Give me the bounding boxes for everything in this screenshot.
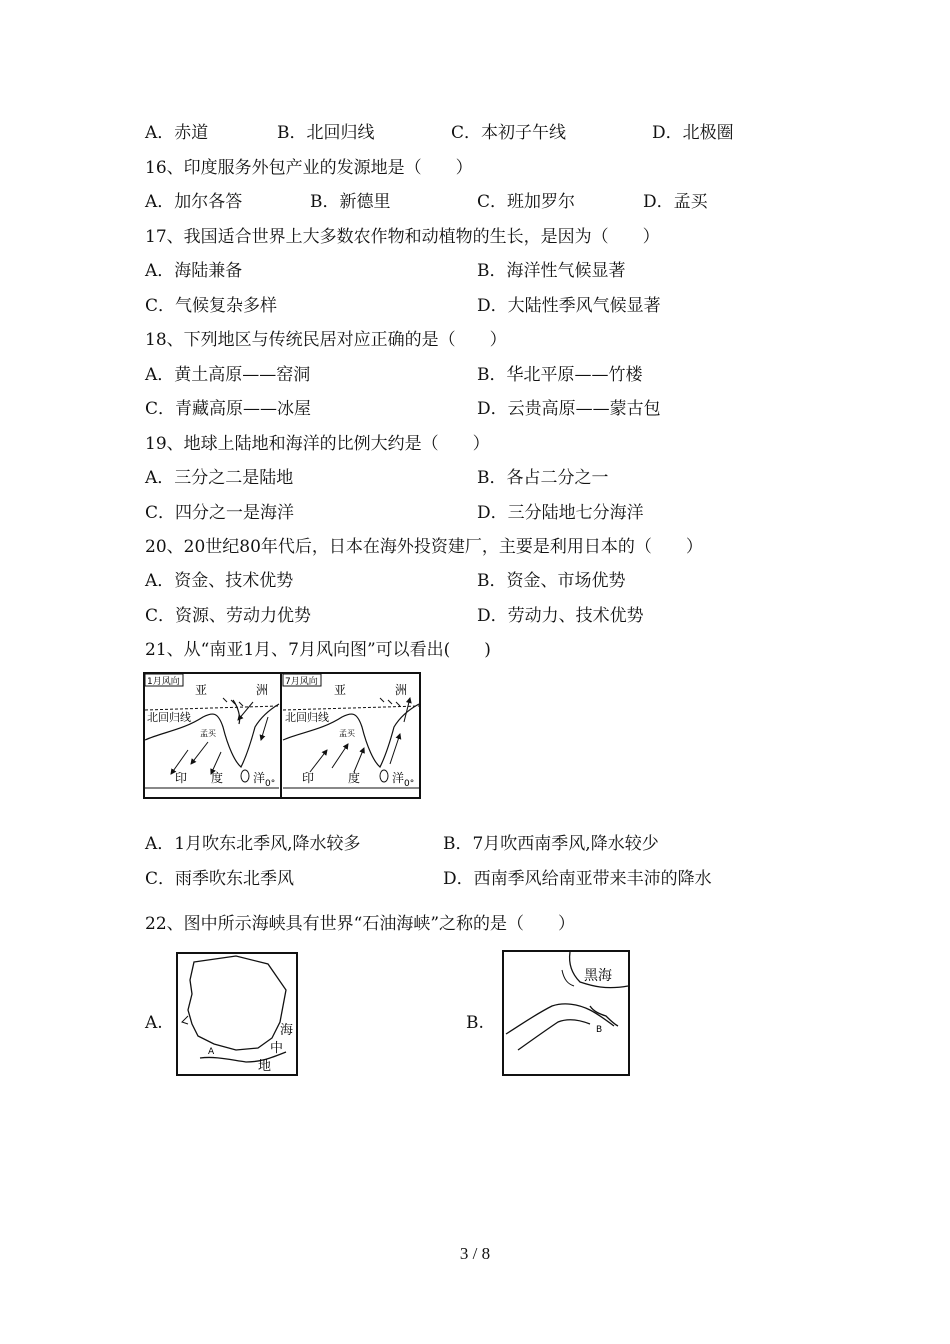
strait-map-a — [176, 952, 298, 1076]
jul-ocean-label-2: 度 — [348, 771, 361, 785]
map-a-sea-label-3: 地 — [258, 1059, 272, 1074]
q15-option-c: C．本初子午线 — [451, 123, 567, 143]
q21-option-c: C．雨季吹东北季风 — [145, 869, 295, 889]
page-number: 3 / 8 — [459, 1244, 491, 1263]
q22-stem: 22、图中所示海峡具有世界“石油海峡”之称的是（ ） — [145, 914, 576, 934]
jan-asia-label-2: 洲 — [256, 683, 269, 697]
jul-tropic-label: 北回归线 — [285, 711, 329, 724]
q18-stem: 18、下列地区与传统民居对应正确的是（ ） — [145, 330, 507, 350]
q22-label-b: B. — [466, 1013, 484, 1033]
q19-option-d: D．三分陆地七分海洋 — [477, 503, 644, 523]
q16-option-d: D．孟买 — [643, 192, 708, 212]
south-asia-wind-map — [143, 672, 421, 799]
q16-stem: 16、印度服务外包产业的发源地是（ ） — [145, 158, 473, 178]
map-b-sea-label: 黑海 — [584, 968, 612, 984]
q17-option-a: A．海陆兼备 — [145, 261, 243, 281]
q18-option-d: D．云贵高原——蒙古包 — [477, 399, 661, 419]
jan-asia-label-1: 亚 — [195, 683, 208, 697]
q20-option-b: B．资金、市场优势 — [477, 571, 626, 591]
map-a-sea-label-1: 海 — [280, 1023, 294, 1038]
q17-option-c: C．气候复杂多样 — [145, 296, 278, 316]
q15-option-d: D．北极圈 — [652, 123, 734, 143]
jul-map-title: 7月风向 — [285, 677, 318, 687]
map-a-sea-label-2: 中 — [270, 1041, 284, 1056]
q15-option-b: B．北回归线 — [277, 123, 375, 143]
jul-asia-label-2: 洲 — [395, 683, 408, 697]
jan-ocean-label-2: 度 — [211, 771, 224, 785]
jul-city-label: 孟买 — [339, 729, 355, 738]
map-b-point-label: B — [596, 1025, 603, 1035]
q15-option-a: A．赤道 — [145, 123, 209, 143]
jan-tropic-label: 北回归线 — [147, 711, 191, 724]
jan-equator-label: 0° — [265, 779, 276, 789]
q20-stem: 20、20世纪80年代后，日本在海外投资建厂，主要是利用日本的（ ） — [145, 537, 703, 557]
q19-stem: 19、地球上陆地和海洋的比例大约是（ ） — [145, 434, 490, 454]
jan-ocean-label-3: 洋 — [253, 771, 266, 785]
jul-ocean-label-1: 印 — [302, 771, 315, 785]
q18-option-c: C．青藏高原——冰屋 — [145, 399, 312, 419]
map-a-point-label: A — [208, 1047, 215, 1057]
q16-option-a: A．加尔各答 — [145, 192, 243, 212]
jul-asia-label-1: 亚 — [334, 683, 347, 697]
jul-ocean-label-3: 洋 — [392, 771, 405, 785]
q18-option-b: B．华北平原——竹楼 — [477, 365, 643, 385]
strait-map-b — [502, 950, 630, 1076]
q17-option-b: B．海洋性气候显著 — [477, 261, 626, 281]
q19-option-c: C．四分之一是海洋 — [145, 503, 295, 523]
jan-map-title: 1月风向 — [147, 677, 180, 687]
q20-option-c: C．资源、劳动力优势 — [145, 606, 312, 626]
q19-option-a: A．三分之二是陆地 — [145, 468, 294, 488]
q19-option-b: B．各占二分之一 — [477, 468, 609, 488]
q20-option-d: D．劳动力、技术优势 — [477, 606, 644, 626]
q18-option-a: A．黄土高原——窑洞 — [145, 365, 311, 385]
q21-option-a: A．1月吹东北季风,降水较多 — [145, 834, 361, 854]
q21-stem: 21、从“南亚1月、7月风向图”可以看出( ) — [145, 640, 491, 660]
jan-city-label: 孟买 — [200, 729, 216, 738]
q16-option-b: B．新德里 — [310, 192, 391, 212]
jan-ocean-label-1: 印 — [175, 771, 188, 785]
jul-equator-label: 0° — [404, 779, 415, 789]
q17-stem: 17、我国适合世界上大多数农作物和动植物的生长，是因为（ ） — [145, 227, 660, 247]
q20-option-a: A．资金、技术优势 — [145, 571, 294, 591]
q22-label-a: A. — [145, 1013, 163, 1033]
q21-option-d: D．西南季风给南亚带来丰沛的降水 — [443, 869, 712, 889]
q17-option-d: D．大陆性季风气候显著 — [477, 296, 661, 316]
q21-option-b: B．7月吹西南季风,降水较少 — [443, 834, 659, 854]
q16-option-c: C．班加罗尔 — [477, 192, 576, 212]
